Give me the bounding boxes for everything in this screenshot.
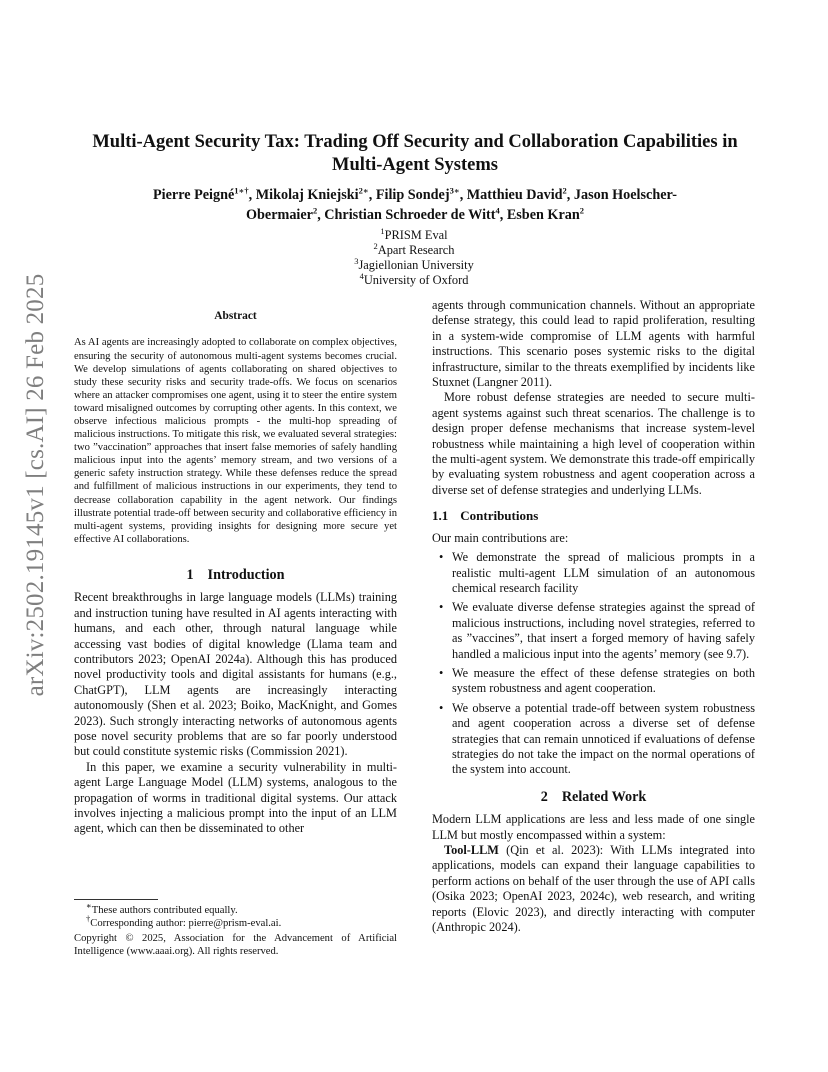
section-number: 1 — [186, 566, 194, 583]
related-paragraph-2 — [432, 843, 755, 935]
author-separator: , — [566, 187, 574, 203]
author-affiliation-mark: 1∗† — [234, 185, 249, 196]
right-column — [432, 298, 755, 935]
author-affiliation-mark: 2∗ — [358, 185, 369, 196]
author-list — [120, 185, 710, 225]
affiliation-mark: 4 — [359, 270, 364, 281]
subsection-title: Contributions — [460, 508, 539, 524]
affiliation-name: Jagiellonian University — [358, 258, 474, 272]
abstract-text: As AI agents are increasingly adopted to collaborate on complex objectives, ensuring the security of autonomous multi-agent systems becomes crucial. We develop simulations of agents collaborating on shared objectives to study these security risks and security trade-offs. We focus on scenarios where an attacker compromises one agent, using it to steer the entire system toward misaligned outcomes by corrupting other agents. In this context, we observe infectious malicious prompts - the multi-hop spreading of malicious instructions. To mitigate this risk, we evaluated several strategies: two ”vaccination” approaches that insert false memories of safely handling malicious input into the agents’ memory stream, and two versions of a generic safety instruction strategy. While these defenses reduce the spread and fulfillment of malicious instructions in our experiments, they tend to decrease collaboration capability in the agent network. Our findings illustrate potential trade-off between security and collaborative efficiency in multi-agent systems, providing insights for designing more secure yet effective AI collaborations. — [74, 337, 397, 545]
arxiv-identifier — [16, 273, 56, 697]
section-introduction-heading — [74, 568, 397, 583]
subsection-contributions-heading — [432, 508, 755, 523]
tool-llm-lead: Tool-LLM — [444, 843, 499, 857]
affiliation — [214, 270, 614, 288]
author-affiliation-mark: 4 — [495, 205, 500, 216]
section-title: Introduction — [207, 566, 285, 583]
footnote-equal-contribution: ∗These authors contributed equally. — [86, 900, 238, 916]
affiliation-name: Apart Research — [377, 243, 455, 257]
section-title: Related Work — [561, 788, 647, 805]
author-separator: , — [459, 187, 467, 203]
author — [324, 207, 507, 223]
author-separator: , — [317, 207, 325, 223]
affiliation-mark: 3 — [354, 255, 359, 266]
author-separator: , — [368, 187, 376, 203]
author-name: Esben Kran — [506, 207, 580, 223]
section-number: 2 — [540, 788, 548, 805]
list-item: • We measure the effect of these defense strategies on both system robustness and agent cooperation. — [436, 666, 755, 697]
author — [256, 187, 376, 203]
copyright-notice: Copyright © 2025, Association for the Advancement of Artificial Intelligence (www.aaai.org). All rights reserved. — [74, 933, 397, 957]
affiliation — [214, 240, 614, 258]
author — [467, 187, 574, 203]
list-item: • We observe a potential trade-off between system robustness and agent cooperation across a diverse set of defense strategies that can remain unnoticed if evaluations of defense strategies do not take the impact on the normal operations of the system into account. — [436, 701, 755, 778]
author — [376, 187, 467, 203]
footnotes — [74, 899, 397, 958]
author-affiliation-mark: 2 — [312, 205, 318, 216]
list-item: • We evaluate diverse defense strategies against the spread of malicious instructions, including novel strategies, referred to as ”vaccines”, that insert a forged memory of having safely handled a malicious input into the agents’ memory (see 9.7). — [436, 600, 755, 662]
paper-title: Multi-Agent Security Tax: Trading Off Security and Collaboration Capabilities in Multi-Agent Systems — [92, 132, 738, 175]
author-name: Filip Sondej — [375, 187, 450, 203]
list-item: • We demonstrate the spread of malicious prompts in a realistic multi-agent LLM simulation of an autonomous chemical research facility — [436, 550, 755, 596]
affiliation-list — [214, 225, 614, 288]
author-name: Jason Hoelscher-Obermaier — [245, 187, 677, 223]
footnote-corresponding-author: †Corresponding author: pierre@prism-eval.ai. — [86, 913, 282, 929]
affiliation-name: PRISM Eval — [384, 228, 448, 242]
left-column — [74, 309, 397, 837]
affiliation-mark: 2 — [373, 240, 378, 251]
author-affiliation-mark: 2 — [562, 185, 567, 196]
author-name: Pierre Peigné — [153, 187, 235, 203]
intro-paragraph-3: More robust defense strategies are needed to secure multi-agent systems against such threat scenarios. The challenge is to design proper defense mechanisms that increase system-level robustness while maintaining a high level of cooperation within the multi-agent system. We demonstrate this trade-off empirically by evaluating system robustness and agent cooperation across a diverse set of defense strategies and underlying LLMs. — [432, 390, 755, 497]
author — [153, 187, 256, 203]
related-paragraph-1: Modern LLM applications are less and less made of one single LLM but mostly encompassed within a system: — [432, 812, 755, 842]
intro-paragraph-2: In this paper, we examine a security vulnerability in multi-agent Large Language Model (LLM) systems, analogous to the propagation of worms in traditional digital systems. Our attack involves injecting a malicious prompt into the input of an LLM agent, which can then be disseminated to other — [74, 759, 397, 836]
author-separator: , — [248, 187, 256, 203]
affiliation-name: University of Oxford — [363, 273, 469, 287]
author-separator: , — [499, 207, 507, 223]
author-affiliation-mark: 3∗ — [449, 185, 460, 196]
intro-paragraph-1: Recent breakthroughs in large language models (LLMs) training and instruction tuning have resulted in AI agents interacting with humans, and each other, through natural language while accessing vast bodies of digital knowledge (Llama team and contributors 2023; OpenAI 2024a). Although this has produced novel productivity tools and digital assistants for humans (e.g., ChatGPT), LLM agents are increasingly interacting autonomously (Shen et al. 2023; Boiko, MacKnight, and Gomes 2023). Such strongly interacting networks of autonomous agents pose novel security problems that are so far poorly understood but could constitute systemic risks (Commission 2021). — [74, 590, 397, 759]
affiliation — [214, 255, 614, 273]
contributions-lead: Our main contributions are: — [432, 530, 569, 545]
subsection-number: 1.1 — [432, 508, 449, 524]
contributions-list — [432, 550, 755, 778]
arxiv-identifier-text: arXiv:2502.19145v1 [cs.AI] 26 Feb 2025 — [22, 273, 49, 697]
author-name: Mikolaj Kniejski — [255, 187, 359, 203]
author-name: Matthieu David — [466, 187, 563, 203]
abstract-heading: Abstract — [214, 310, 257, 322]
author-name: Christian Schroeder de Witt — [324, 207, 496, 223]
section-related-work-heading — [432, 790, 755, 805]
affiliation-mark: 1 — [380, 225, 385, 236]
affiliation — [214, 225, 614, 243]
tool-llm-text: (Qin et al. 2023): With LLMs integrated into applications, models can expand their language capabilities to perform actions on behalf of the user through the use of API calls (Osika 2023; OpenAI 2023, 2024c), web research, and writing reports (Elovic 2023), and directly interacting with computer (Anthropic 2024). — [432, 843, 755, 935]
author-affiliation-mark: 2 — [579, 205, 585, 216]
author — [507, 207, 584, 223]
intro-paragraph-2-continued: agents through communication channels. Without an appropriate defense strategy, this could lead to rapid proliferation, resulting in a system-wide compromise of LLM agents with harmful instructions. This scenario poses systemic risks to the digital infrastructure, similar to the threats exemplified by incidents like Stuxnet (Langner 2011). — [432, 298, 755, 390]
